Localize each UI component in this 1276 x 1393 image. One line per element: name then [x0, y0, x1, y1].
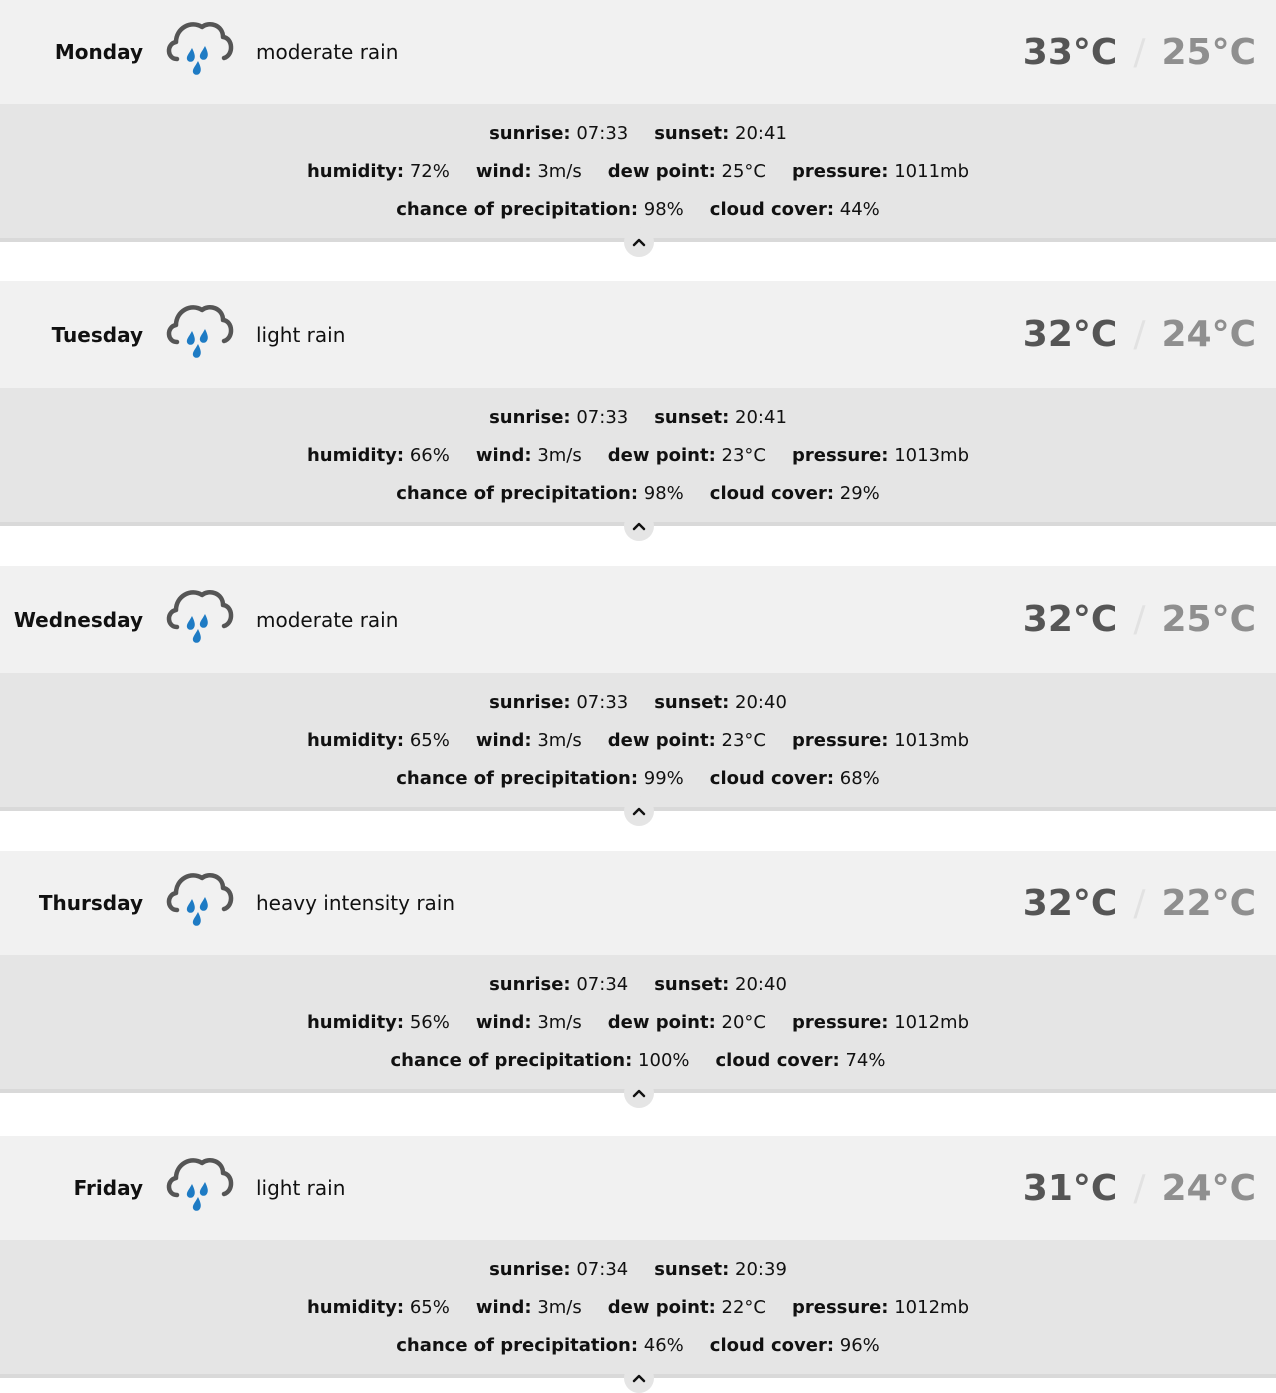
- cloud-cover-value: 44%: [839, 198, 880, 220]
- sun-times-row: [0, 114, 1276, 152]
- pressure-stat: [792, 730, 969, 751]
- sunrise-label: sunrise:: [489, 1258, 571, 1280]
- forecast-day-monday: [0, 0, 1276, 242]
- pressure-label: pressure:: [792, 1011, 889, 1033]
- day-details: [0, 1240, 1276, 1378]
- chevron-up-icon: [632, 237, 646, 247]
- day-summary[interactable]: [0, 1136, 1276, 1240]
- day-name: Monday: [54, 40, 143, 64]
- humidity-value: 66%: [409, 444, 450, 466]
- chevron-up-icon: [632, 1088, 646, 1098]
- sunset-value: 20:41: [735, 406, 787, 428]
- sunset-label: sunset:: [654, 691, 730, 713]
- condition-text: heavy intensity rain: [256, 891, 456, 915]
- dew-point-label: dew point:: [607, 1011, 716, 1033]
- wind-stat: [476, 445, 582, 466]
- low-temperature: 25°C: [1161, 31, 1256, 73]
- cloud-cover-label: cloud cover:: [715, 1049, 840, 1071]
- wind-value: 3m/s: [537, 729, 582, 751]
- pressure-value: 1012mb: [894, 1296, 970, 1318]
- precipitation-value: 98%: [643, 482, 684, 504]
- humidity-stat: [307, 445, 450, 466]
- day-summary[interactable]: [0, 0, 1276, 104]
- sun-times-row: [0, 965, 1276, 1003]
- conditions-row: [0, 721, 1276, 759]
- cloud-cover-label: cloud cover:: [709, 1334, 835, 1356]
- cloud-rain-icon: [164, 1153, 234, 1217]
- cloud-rain-icon: [164, 17, 234, 81]
- forecast-day-friday: [0, 1136, 1276, 1378]
- cloud-cover-stat: [710, 768, 880, 789]
- precipitation-row: [0, 1326, 1276, 1364]
- humidity-value: 56%: [409, 1011, 450, 1033]
- condition-text: light rain: [256, 322, 346, 347]
- collapse-details-button[interactable]: [624, 227, 654, 257]
- wind-stat: [476, 730, 582, 751]
- high-temperature: 32°C: [1022, 314, 1118, 355]
- cloud-cover-stat: [716, 1050, 886, 1071]
- precipitation-value: 46%: [643, 1334, 684, 1356]
- day-summary[interactable]: [0, 566, 1276, 673]
- pressure-value: 1013mb: [894, 729, 970, 751]
- wind-stat: [476, 161, 582, 182]
- sunset-label: sunset:: [654, 406, 730, 428]
- pressure-stat: [792, 1297, 969, 1318]
- cloud-cover-value: 96%: [839, 1334, 880, 1356]
- sun-times-row: [0, 1250, 1276, 1288]
- pressure-value: 1011mb: [894, 160, 970, 182]
- precipitation-stat: [390, 1050, 689, 1071]
- sunrise-label: sunrise:: [489, 973, 571, 995]
- day-details: [0, 388, 1276, 526]
- sunset-label: sunset:: [654, 122, 730, 144]
- sunset-value: 20:41: [735, 122, 787, 144]
- sunrise-label: sunrise:: [489, 691, 571, 713]
- dew-point-label: dew point:: [607, 160, 716, 182]
- day-details: [0, 104, 1276, 242]
- condition-text: moderate rain: [256, 40, 399, 64]
- dew-point-value: 22°C: [721, 1296, 766, 1318]
- precipitation-label: chance of precipitation:: [396, 198, 639, 220]
- precipitation-row: [0, 190, 1276, 228]
- pressure-label: pressure:: [792, 444, 889, 466]
- pressure-stat: [792, 445, 969, 466]
- wind-value: 3m/s: [537, 1011, 582, 1033]
- precipitation-label: chance of precipitation:: [396, 1334, 639, 1356]
- precipitation-value: 99%: [643, 767, 684, 789]
- wind-stat: [476, 1297, 582, 1318]
- temperature-separator: /: [1133, 1167, 1146, 1209]
- pressure-stat: [792, 1012, 969, 1033]
- humidity-stat: [307, 730, 450, 751]
- conditions-row: [0, 436, 1276, 474]
- humidity-stat: [307, 1012, 450, 1033]
- sunrise-value: 07:34: [576, 973, 629, 995]
- sunrise-value: 07:33: [576, 691, 629, 713]
- conditions-row: [0, 1003, 1276, 1041]
- humidity-value: 65%: [409, 729, 450, 751]
- cloud-cover-label: cloud cover:: [709, 482, 835, 504]
- precipitation-value: 100%: [638, 1049, 690, 1071]
- dew-point-label: dew point:: [607, 1296, 716, 1318]
- wind-label: wind:: [475, 444, 532, 466]
- precipitation-label: chance of precipitation:: [396, 767, 639, 789]
- wind-label: wind:: [475, 1296, 532, 1318]
- day-details: [0, 673, 1276, 811]
- wind-label: wind:: [475, 729, 532, 751]
- dew-point-value: 23°C: [721, 729, 766, 751]
- temperature-range: [1023, 281, 1256, 388]
- low-temperature: 24°C: [1161, 314, 1256, 355]
- sunrise-stat: [489, 1259, 628, 1280]
- collapse-details-button[interactable]: [624, 796, 654, 826]
- temperature-range: [1023, 0, 1256, 104]
- sunrise-label: sunrise:: [489, 406, 571, 428]
- sunset-stat: [654, 407, 787, 428]
- sunrise-stat: [489, 692, 628, 713]
- temperature-separator: /: [1133, 314, 1146, 355]
- low-temperature: 25°C: [1161, 599, 1256, 640]
- sunset-value: 20:39: [735, 1258, 787, 1280]
- cloud-cover-stat: [710, 1335, 880, 1356]
- sunrise-stat: [489, 407, 628, 428]
- high-temperature: 32°C: [1022, 599, 1118, 640]
- chevron-up-icon: [632, 1373, 646, 1383]
- sunrise-stat: [489, 123, 628, 144]
- day-summary[interactable]: [0, 851, 1276, 955]
- collapse-details-button[interactable]: [624, 1078, 654, 1108]
- precipitation-label: chance of precipitation:: [390, 1049, 633, 1071]
- wind-value: 3m/s: [537, 160, 582, 182]
- low-temperature: 22°C: [1161, 882, 1256, 924]
- cloud-cover-stat: [710, 199, 880, 220]
- precipitation-stat: [396, 1335, 684, 1356]
- forecast-day-wednesday: [0, 566, 1276, 811]
- temperature-separator: /: [1133, 599, 1146, 640]
- wind-value: 3m/s: [537, 444, 582, 466]
- dew-point-label: dew point:: [607, 444, 716, 466]
- precipitation-stat: [396, 768, 684, 789]
- cloud-cover-label: cloud cover:: [709, 198, 835, 220]
- humidity-stat: [307, 1297, 450, 1318]
- conditions-row: [0, 152, 1276, 190]
- chevron-up-icon: [632, 806, 646, 816]
- collapse-details-button[interactable]: [624, 511, 654, 541]
- pressure-label: pressure:: [792, 160, 889, 182]
- cloud-cover-value: 68%: [839, 767, 880, 789]
- cloud-cover-value: 74%: [845, 1049, 886, 1071]
- day-summary[interactable]: [0, 281, 1276, 388]
- dew-point-stat: [608, 161, 766, 182]
- chevron-up-icon: [632, 521, 646, 531]
- pressure-value: 1012mb: [894, 1011, 970, 1033]
- sunset-stat: [654, 123, 787, 144]
- precipitation-value: 98%: [643, 198, 684, 220]
- day-name: Thursday: [38, 891, 143, 915]
- cloud-rain-icon: [164, 300, 234, 364]
- temperature-range: [1023, 566, 1256, 673]
- dew-point-value: 25°C: [721, 160, 766, 182]
- collapse-details-button[interactable]: [624, 1363, 654, 1393]
- pressure-label: pressure:: [792, 729, 889, 751]
- cloud-cover-stat: [710, 483, 880, 504]
- humidity-value: 65%: [409, 1296, 450, 1318]
- cloud-cover-value: 29%: [839, 482, 880, 504]
- sunset-stat: [654, 974, 787, 995]
- humidity-value: 72%: [409, 160, 450, 182]
- temperature-range: [1023, 851, 1256, 955]
- sun-times-row: [0, 683, 1276, 721]
- dew-point-stat: [608, 445, 766, 466]
- dew-point-stat: [608, 730, 766, 751]
- precipitation-stat: [396, 199, 684, 220]
- sunrise-value: 07:33: [576, 122, 629, 144]
- temperature-separator: /: [1133, 31, 1146, 73]
- sunrise-value: 07:33: [576, 406, 629, 428]
- dew-point-stat: [608, 1012, 766, 1033]
- humidity-label: humidity:: [306, 1011, 405, 1033]
- sunset-stat: [654, 692, 787, 713]
- day-name: Wednesday: [13, 607, 143, 632]
- sunrise-stat: [489, 974, 628, 995]
- dew-point-stat: [608, 1297, 766, 1318]
- day-name: Friday: [73, 1176, 143, 1200]
- dew-point-label: dew point:: [607, 729, 716, 751]
- sunset-label: sunset:: [654, 973, 730, 995]
- day-details: [0, 955, 1276, 1093]
- pressure-label: pressure:: [792, 1296, 889, 1318]
- wind-stat: [476, 1012, 582, 1033]
- condition-text: moderate rain: [256, 607, 399, 632]
- precipitation-row: [0, 474, 1276, 512]
- forecast-day-tuesday: [0, 281, 1276, 526]
- precipitation-row: [0, 1041, 1276, 1079]
- humidity-label: humidity:: [306, 729, 405, 751]
- humidity-label: humidity:: [306, 160, 405, 182]
- cloud-cover-label: cloud cover:: [709, 767, 835, 789]
- wind-value: 3m/s: [537, 1296, 582, 1318]
- cloud-rain-icon: [164, 868, 234, 932]
- humidity-label: humidity:: [306, 444, 405, 466]
- high-temperature: 31°C: [1022, 1167, 1118, 1209]
- high-temperature: 33°C: [1022, 31, 1118, 73]
- sunrise-label: sunrise:: [489, 122, 571, 144]
- conditions-row: [0, 1288, 1276, 1326]
- high-temperature: 32°C: [1022, 882, 1118, 924]
- pressure-stat: [792, 161, 969, 182]
- humidity-stat: [307, 161, 450, 182]
- temperature-range: [1023, 1136, 1256, 1240]
- dew-point-value: 20°C: [721, 1011, 766, 1033]
- condition-text: light rain: [256, 1176, 346, 1200]
- forecast-day-thursday: [0, 851, 1276, 1093]
- precipitation-label: chance of precipitation:: [396, 482, 639, 504]
- dew-point-value: 23°C: [721, 444, 766, 466]
- precipitation-stat: [396, 483, 684, 504]
- sunset-stat: [654, 1259, 787, 1280]
- day-name: Tuesday: [51, 322, 143, 347]
- sunrise-value: 07:34: [576, 1258, 629, 1280]
- cloud-rain-icon: [164, 585, 234, 649]
- precipitation-row: [0, 759, 1276, 797]
- sunset-label: sunset:: [654, 1258, 730, 1280]
- humidity-label: humidity:: [306, 1296, 405, 1318]
- sunset-value: 20:40: [735, 691, 787, 713]
- sun-times-row: [0, 398, 1276, 436]
- temperature-separator: /: [1133, 882, 1146, 924]
- low-temperature: 24°C: [1161, 1167, 1256, 1209]
- sunset-value: 20:40: [735, 973, 787, 995]
- pressure-value: 1013mb: [894, 444, 970, 466]
- wind-label: wind:: [475, 160, 532, 182]
- wind-label: wind:: [475, 1011, 532, 1033]
